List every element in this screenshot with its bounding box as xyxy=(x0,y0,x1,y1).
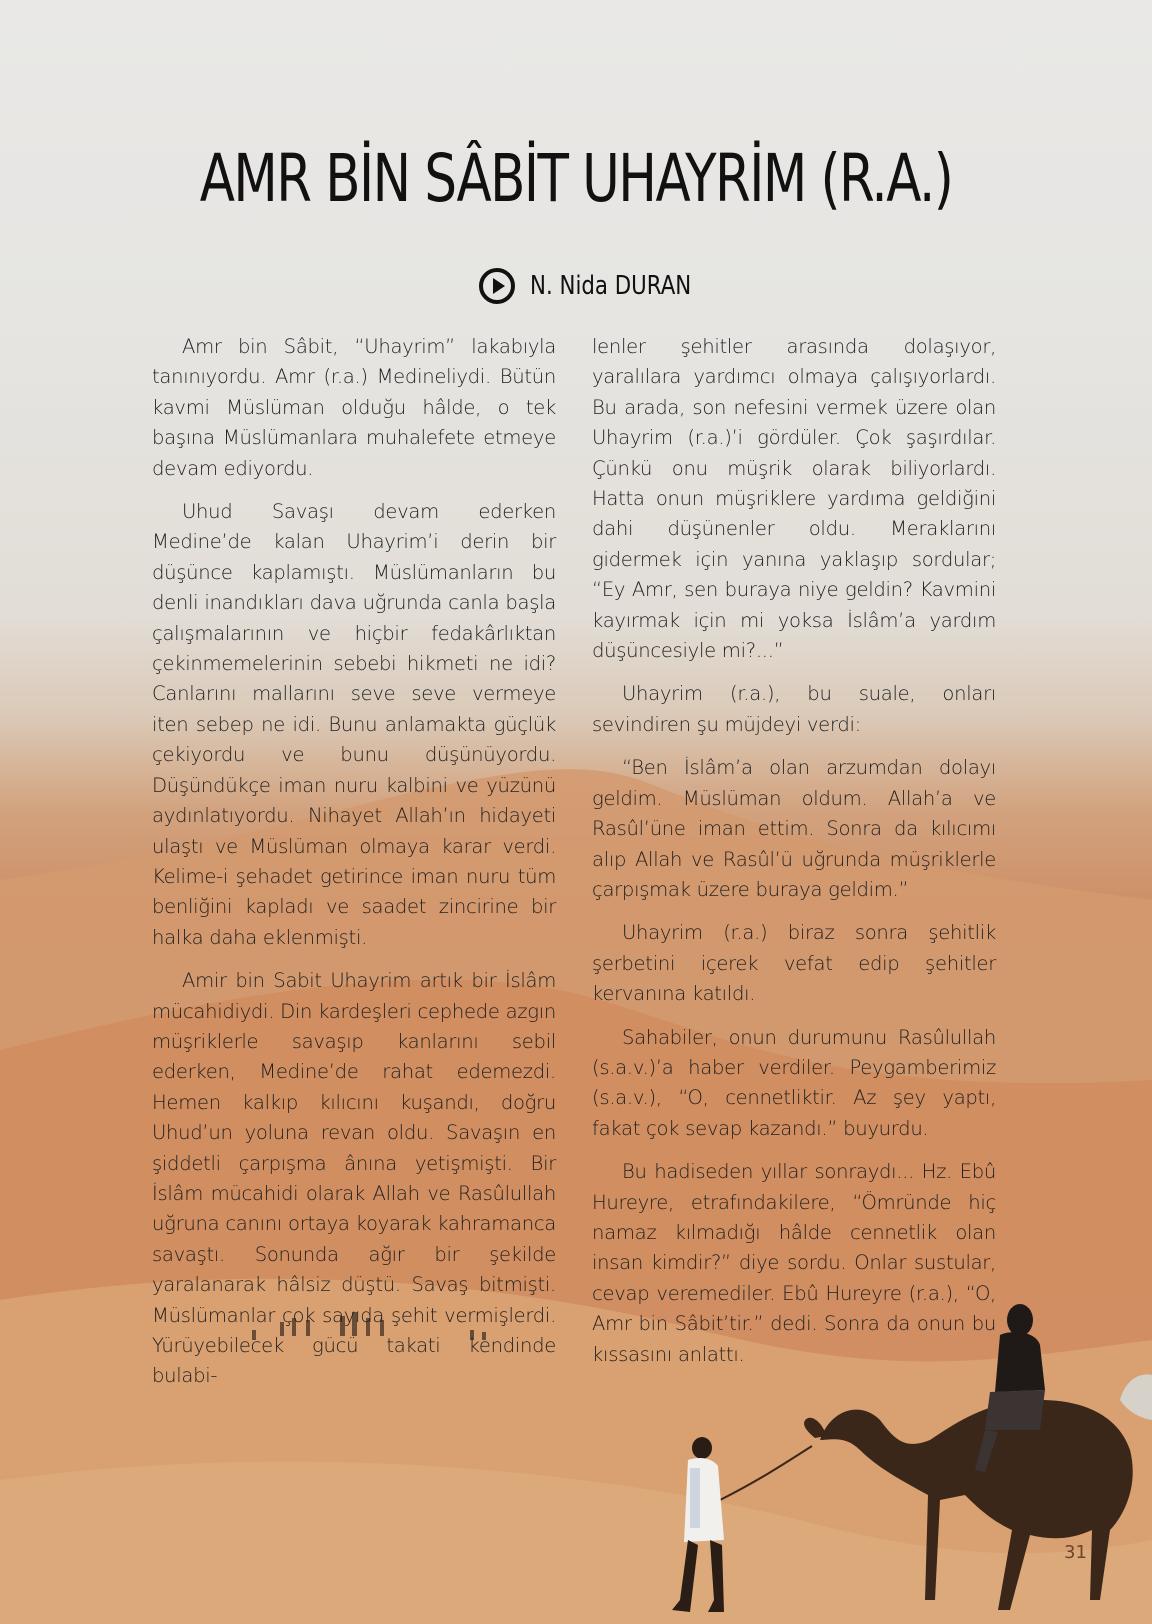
paragraph: Amir bin Sabit Uhayrim artık bir İslâm mücahidiydi. Din kardeşleri cephede azgın müşriklerle savaşıp kanlarını sebil ederken, Medine’de rahat edemezdi. Hemen kalkıp kılıcını kuşandı, doğru Uhud’un yoluna revan oldu. Savaşın en şiddetli çarpışma ânına yetişmişti. Bir İslâm mücahidi olarak Allah ve Rasûlullah uğruna canını ortaya koyarak kahramanca savaştı. Sonunda ağır bir şekilde yaralanarak hâlsiz düştü. Savaş bitmişti. Müslümanlar çok sayıda şehit vermişlerdi. Yürüyebilecek gücü takati kendinde bulabi- xyxy=(152,969,556,1388)
paragraph: “Ben İslâm’a olan arzumdan dolayı geldim. Müslüman oldum. Allah’a ve Rasûl’üne iman ettim. Sonra da kılıcımı alıp Allah ve Rasûl’ü uğrunda müşriklerle çarpışmak üzere buraya geldim.” xyxy=(592,756,996,901)
left-column xyxy=(152,332,556,1405)
author-name: N. Nida DURAN xyxy=(530,271,692,301)
paragraph: Uhayrim (r.a.), bu suale, onları sevindiren şu müjdeyi verdi: xyxy=(592,682,996,736)
paragraph: Amr bin Sâbit, “Uhayrim” lakabıyla tanınıyordu. Amr (r.a.) Medineliydi. Bütün kavmi Müslüman olduğu hâlde, o tek başına Müslümanlara muhalefete etmeye devam ediyordu. xyxy=(152,335,556,480)
paragraph: lenler şehitler arasında dolaşıyor, yaralılara yardımcı olmaya çalışıyorlardı. Bu arada, son nefesini vermek üzere olan Uhayrim (r.a.)’i gördüler. Çok şaşırdılar. Çünkü onu müşrik olarak biliyorlardı. Hatta onun müşriklere yardıma geldiğini dahi düşünenler oldu. Meraklarını gidermek için yanına yaklaşıp sordular; “Ey Amr, sen buraya niye geldin? Kavmini kayırmak için mi yoksa İslâm’a yardım düşüncesiyle mi?...” xyxy=(592,335,996,663)
paragraph: Uhayrim (r.a.) biraz sonra şehitlik şerbetini içerek vefat edip şehitler kervanına katıldı. xyxy=(592,921,996,1006)
right-column xyxy=(592,332,996,1383)
paragraph: Uhud Savaşı devam ederken Medine’de kalan Uhayrim’i derin bir düşünce kaplamıştı. Müslümanların bu denli inandıkları dava uğrunda canla başla çalışmalarının ve hiçbir fedakârlıktan çekinmemelerinin sebebi hikmeti ne idi? Canlarını mallarını seve seve vermeye iten sebep ne idi. Bunu anlamakta güçlük çekiyordu ve bunu düşünüyordu. Düşündükçe iman nuru kalbini ve yüzünü aydınlatıyordu. Nihayet Allah’ın hidayeti ulaştı ve Müslüman olmaya karar verdi. Kelime-i şehadet getirince iman nuru tüm benliğini kapladı ve saadet zincirine bir halka daha eklenmişti. xyxy=(152,500,556,949)
page-number: 31 xyxy=(1064,1542,1087,1563)
play-circle-icon xyxy=(478,267,516,305)
article-title: AMR BİN SÂBİT UHAYRİM (R.A.) xyxy=(199,140,953,217)
paragraph: Sahabiler, onun durumunu Rasûlullah (s.a.v.)’a haber verdiler. Peygamberimiz (s.a.v.), “O, cennetliktir. Az şey yaptı, fakat çok sevap kazandı.” buyurdu. xyxy=(592,1025,996,1140)
author-byline xyxy=(478,266,727,306)
paragraph: Bu hadiseden yıllar sonraydı... Hz. Ebû Hureyre, etrafındakilere, “Ömründe hiç namaz kılmadığı hâlde cennetlik olan insan kimdir?” diye sordu. Onlar sustular, cevap veremediler. Ebû Hureyre (r.a.), “O, Amr bin Sâbit’tir.” dedi. Sonra da onun bu kıssasını anlattı. xyxy=(592,1160,996,1366)
